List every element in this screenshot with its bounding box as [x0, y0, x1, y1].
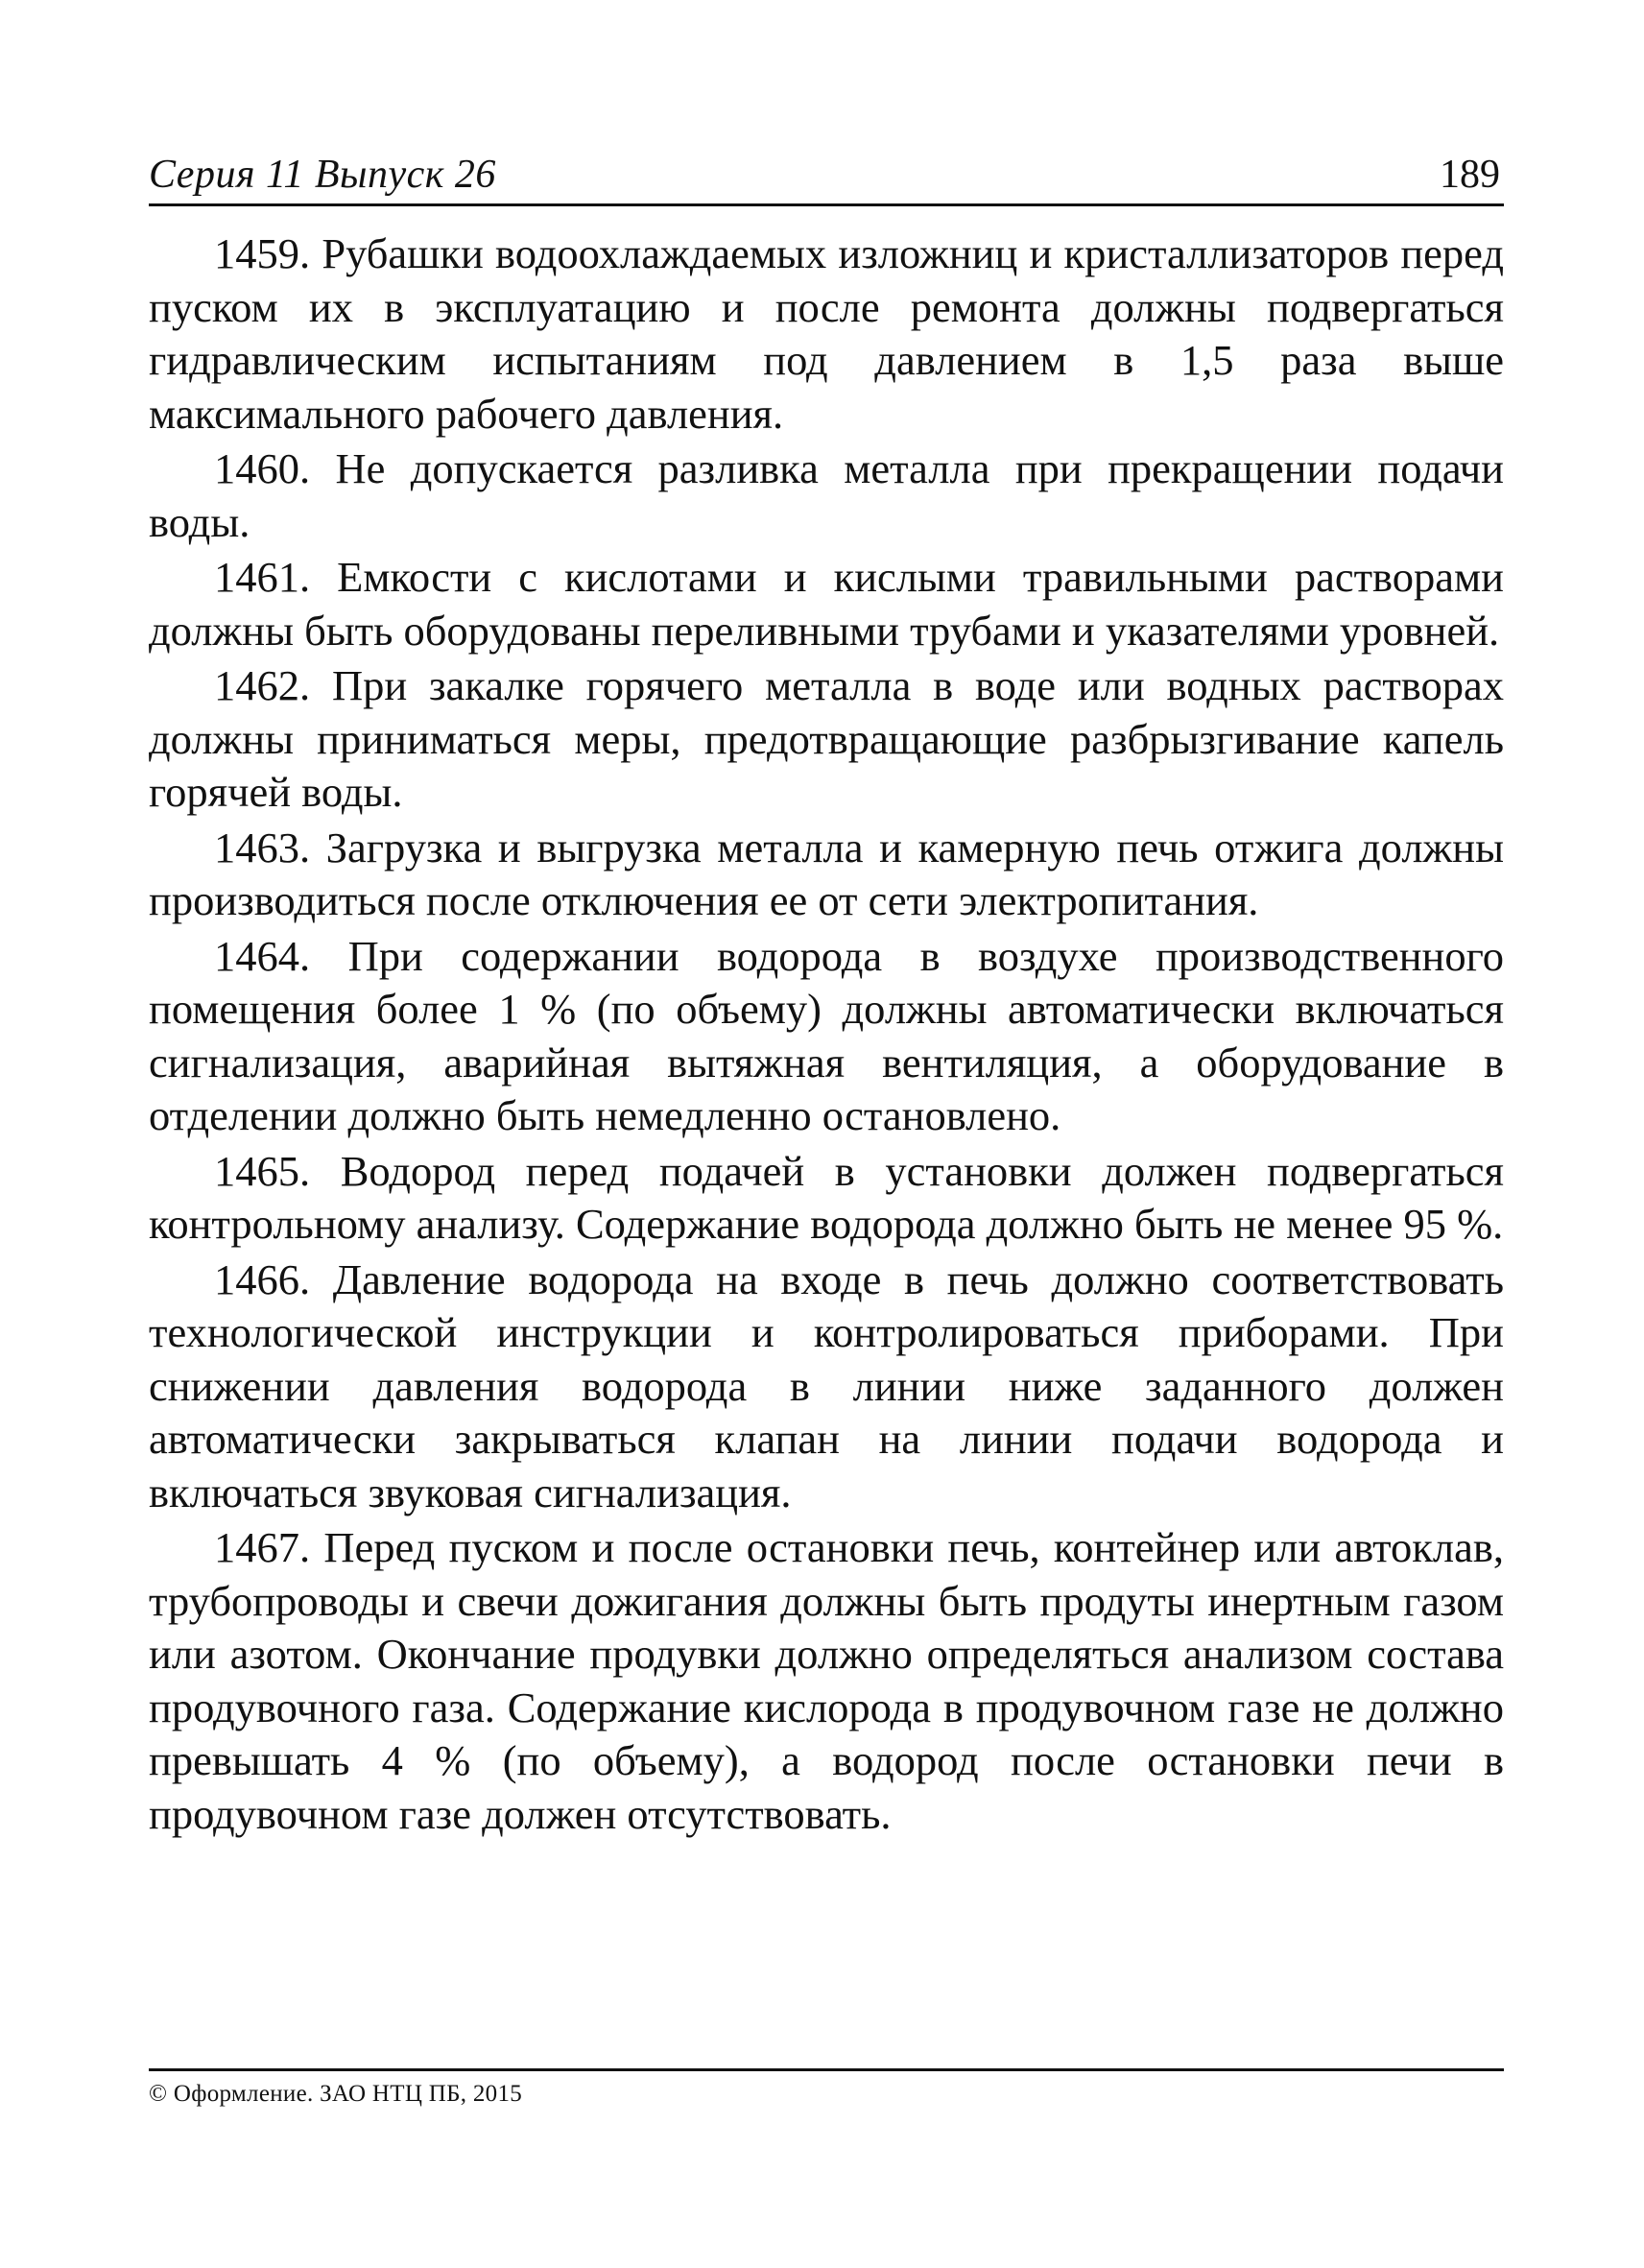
running-head: Серия 11 Выпуск 26 [149, 153, 496, 197]
paragraph-1466: 1466. Давление водорода на входе в печь должно соответствовать технологической инструкции и контролироваться приборами. При снижении давления водорода в линии ниже заданного должен автоматически закрываться клапан на линии подачи водорода и включаться звуковая сигнализация. [149, 1254, 1504, 1516]
paragraph-1461: 1461. Емкости с кислотами и кислыми травильными растворами должны быть оборудованы переливными трубами и указателями уровней. [149, 553, 1504, 655]
paragraph-1464: 1464. При содержании водорода в воздухе производственного помещения более 1 % (по объему) должны автоматически включаться сигнализация, аварийная вытяжная вентиляция, а оборудование в отделении должно быть немедленно остановлено. [149, 931, 1504, 1139]
page-content [149, 154, 1504, 1843]
copyright-notice: © Оформление. ЗАО НТЦ ПБ, 2015 [149, 2081, 523, 2107]
paragraph-1460: 1460. Не допускается разливка металла при прекращении подачи воды. [149, 444, 1504, 546]
page-number: 189 [1440, 153, 1500, 197]
body-text [149, 227, 1504, 1841]
page-header [149, 154, 1504, 206]
paragraph-1467: 1467. Перед пуском и после остановки печь, контейнер или автоклав, трубопроводы и свечи дожигания должны быть продуты инертным газом или азотом. Окончание продувки должно определяться анализом состава продувочного газа. Содержание кислорода в продувочном газе не должно превышать 4 % (по объему), а водород после остановки печи в продувочном газе должен отсутствовать. [149, 1523, 1504, 1838]
paragraph-1463: 1463. Загрузка и выгрузка металла и камерную печь отжига должны производиться после отключения ее от сети электропитания. [149, 823, 1504, 924]
page-footer [149, 2068, 1504, 2108]
paragraph-1459: 1459. Рубашки водоохлаждаемых изложниц и кристаллизаторов перед пуском их в эксплуатацию и после ремонта должны подвергаться гидравлическим испытаниям под давлением в 1,5 раза выше максимального рабочего давления. [149, 229, 1504, 438]
paragraph-1465: 1465. Водород перед подачей в установки должен подвергаться контрольному анализу. Содержание водорода должно быть не менее 95 %. [149, 1146, 1504, 1248]
paragraph-1462: 1462. При закалке горячего металла в воде или водных растворах должны приниматься меры, предотвращающие разбрызгивание капель горячей воды. [149, 661, 1504, 816]
